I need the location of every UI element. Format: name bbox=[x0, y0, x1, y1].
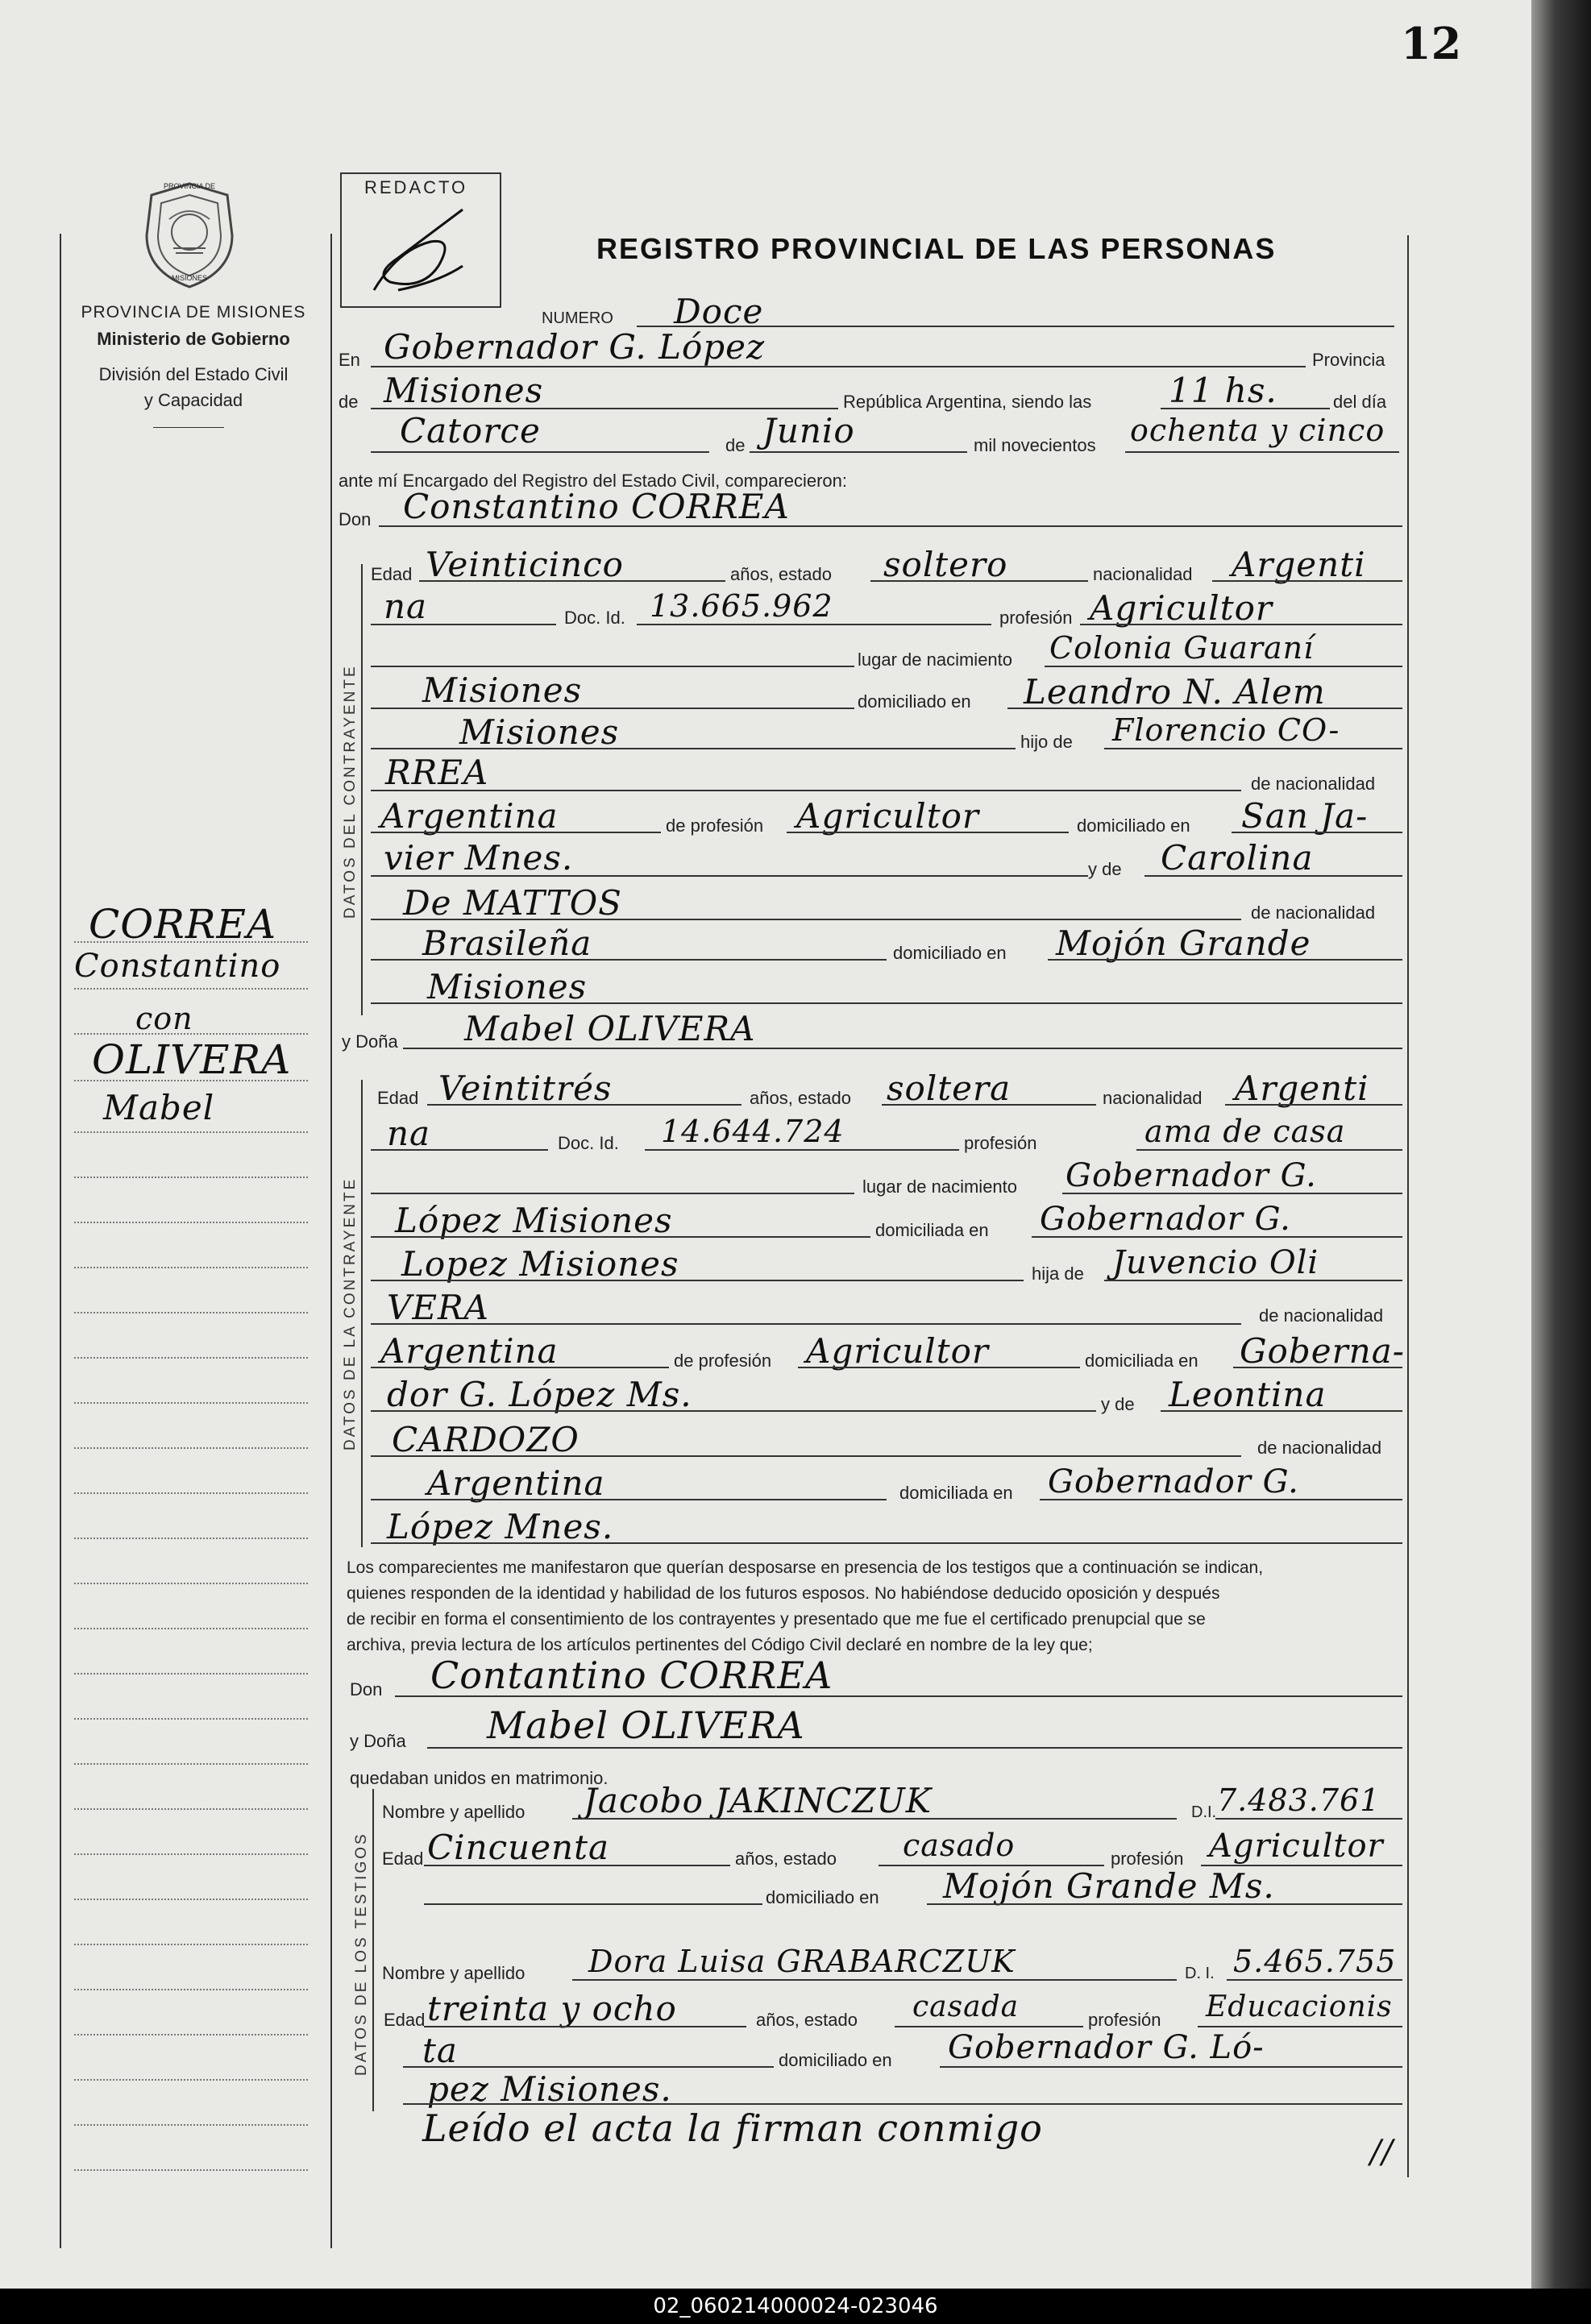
c-padre-prof-line bbox=[787, 832, 1069, 833]
c-padre-dom2-line bbox=[371, 875, 1088, 877]
seal-text-top: PROVINCIA DE bbox=[163, 182, 215, 190]
a-padre2-line bbox=[371, 1323, 1241, 1325]
c-lugar2-value: Misiones bbox=[422, 670, 583, 710]
a-prof-value: ama de casa bbox=[1144, 1114, 1346, 1149]
a-padre-dom2-value: dor G. López Ms. bbox=[387, 1375, 692, 1414]
c-padre-dom-line bbox=[1232, 832, 1402, 833]
a-padre-dom-value: Goberna- bbox=[1240, 1331, 1405, 1371]
t2-edad-label: Edad bbox=[384, 2010, 426, 2030]
t1-prof-value: Agricultor bbox=[1209, 1828, 1384, 1865]
dia-value: Catorce bbox=[400, 411, 541, 450]
a-lugar-blank bbox=[371, 1193, 854, 1194]
c-dom-value: Leandro N. Alem bbox=[1024, 672, 1326, 712]
margin-line bbox=[74, 988, 308, 990]
c-padre2-value: RREA bbox=[385, 753, 489, 792]
margin-line bbox=[74, 1808, 308, 1810]
a-padre-prof-line bbox=[798, 1367, 1080, 1368]
a-padre-dom-line bbox=[1233, 1367, 1402, 1368]
c-madre-nac-label: de nacionalidad bbox=[1251, 903, 1376, 923]
header-rule bbox=[153, 427, 224, 428]
c-lugar-value: Colonia Guaraní bbox=[1049, 630, 1315, 666]
c-padre2-line bbox=[371, 790, 1241, 791]
c-padre-prof-value: Agricultor bbox=[796, 796, 979, 836]
margin-note-name2: Mabel bbox=[103, 1088, 215, 1127]
a-prof-line bbox=[1136, 1149, 1402, 1151]
c-padre-nac-label: de nacionalidad bbox=[1251, 774, 1376, 794]
margin-line bbox=[74, 1177, 308, 1178]
del-dia-label: del día bbox=[1333, 392, 1387, 412]
a-madre-value: Leontina bbox=[1169, 1375, 1327, 1414]
t1-nombre-label: Nombre y apellido bbox=[382, 1802, 525, 1822]
a-dom2-line bbox=[371, 1280, 1024, 1281]
t1-dom-line bbox=[927, 1903, 1402, 1905]
a-padre-nac-line bbox=[371, 1367, 669, 1368]
t2-prof-line bbox=[1198, 2026, 1402, 2027]
a-madre-dom2-value: López Mnes. bbox=[387, 1507, 614, 1546]
t2-dom-value: Gobernador G. Ló- bbox=[948, 2029, 1265, 2066]
redacto-box bbox=[340, 172, 501, 308]
t1-edad-line bbox=[424, 1865, 730, 1866]
c-padre-dom-label: domiciliado en bbox=[1077, 815, 1190, 836]
t2-edad-value: treinta y ocho bbox=[427, 1989, 677, 2028]
margin-line bbox=[74, 2034, 308, 2036]
t2-nombre-value: Dora Luisa GRABARCZUK bbox=[588, 1944, 1016, 1979]
book-binding bbox=[1531, 0, 1591, 2289]
t2-di-label: D. I. bbox=[1185, 1965, 1215, 1982]
a-dom-line bbox=[1032, 1236, 1402, 1238]
c-lugar-label: lugar de nacimiento bbox=[858, 649, 1013, 670]
a-padre-value: Juvencio Oli bbox=[1112, 1244, 1319, 1281]
don-label: Don bbox=[339, 509, 372, 529]
t1-estado-label: años, estado bbox=[735, 1849, 837, 1869]
margin-line bbox=[74, 1357, 308, 1359]
contrayente-rule bbox=[361, 564, 363, 1015]
t2-edad-line bbox=[424, 2026, 746, 2027]
de-line bbox=[371, 408, 838, 409]
a-lugar-value: Gobernador G. bbox=[1066, 1157, 1317, 1194]
a-nac2-value: na bbox=[387, 1114, 431, 1153]
c-edad-label: Edad bbox=[371, 564, 413, 584]
c-dom-line bbox=[1007, 708, 1402, 709]
margin-note-surname: CORREA bbox=[89, 901, 277, 948]
anio-line bbox=[1125, 451, 1399, 453]
c-dom-label: domiciliado en bbox=[858, 691, 971, 712]
a-doc-value: 14.644.724 bbox=[661, 1114, 845, 1149]
left-margin-rule bbox=[60, 234, 61, 2248]
de-value: Misiones bbox=[384, 371, 544, 410]
c-madre2-value: De MATTOS bbox=[403, 883, 622, 923]
province-label: PROVINCIA DE MISIONES bbox=[81, 303, 306, 322]
c-padre-prof-label: de profesión bbox=[666, 815, 764, 836]
seal-text-bottom: MISIONES bbox=[171, 274, 207, 282]
republica-label: República Argentina, siendo las bbox=[843, 392, 1092, 412]
c-estado-label: años, estado bbox=[730, 564, 832, 584]
a-padre-dom-label: domiciliada en bbox=[1085, 1351, 1198, 1371]
a-padre-nac-value: Argentina bbox=[380, 1331, 559, 1371]
t1-estado-value: casado bbox=[903, 1828, 1016, 1863]
c-madre-dom-label: domiciliado en bbox=[893, 943, 1007, 963]
c-madre-dom2-value: Misiones bbox=[427, 967, 588, 1006]
a-y-de-label: y de bbox=[1101, 1394, 1135, 1414]
t2-prof2-value: ta bbox=[422, 2031, 458, 2070]
mes-value: Junio bbox=[762, 411, 855, 450]
margin-line bbox=[74, 1763, 308, 1765]
t2-dom2-line bbox=[403, 2103, 1402, 2105]
margin-line bbox=[74, 1267, 308, 1268]
t1-dom-value: Mojón Grande Ms. bbox=[943, 1866, 1275, 1906]
a-nac-label: nacionalidad bbox=[1103, 1088, 1203, 1108]
t2-dom2-value: pez Misiones. bbox=[427, 2069, 672, 2109]
t1-prof-label: profesión bbox=[1111, 1849, 1184, 1869]
anio-value: ochenta y cinco bbox=[1130, 413, 1385, 448]
c-madre-dom-value: Mojón Grande bbox=[1056, 923, 1311, 963]
testigos-rule bbox=[372, 1789, 374, 2111]
a-dom-value: Gobernador G. bbox=[1040, 1201, 1291, 1238]
margin-line bbox=[74, 1033, 308, 1035]
c-y-de-label: y de bbox=[1088, 859, 1122, 879]
c-madre-value: Carolina bbox=[1161, 838, 1314, 878]
de2-label: de bbox=[725, 435, 746, 455]
c-lugar-blank bbox=[371, 666, 854, 667]
margin-line bbox=[74, 1853, 308, 1855]
numero-label: NUMERO bbox=[542, 309, 613, 327]
t1-dom-blank bbox=[424, 1903, 762, 1905]
t2-estado-line bbox=[895, 2026, 1083, 2027]
c-padre-nac-line bbox=[371, 832, 661, 833]
t2-di-line bbox=[1227, 1979, 1402, 1981]
c-madre-dom-line bbox=[1048, 959, 1402, 961]
margin-line bbox=[74, 2169, 308, 2171]
a-edad-label: Edad bbox=[377, 1088, 419, 1108]
t2-prof2-line bbox=[403, 2066, 774, 2068]
c-nac-line bbox=[1212, 580, 1402, 582]
a-madre-nac-line bbox=[371, 1499, 887, 1500]
document-title: REGISTRO PROVINCIAL DE LAS PERSONAS bbox=[596, 232, 1277, 265]
t1-dom-label: domiciliado en bbox=[766, 1887, 879, 1907]
c-prof-value: Agricultor bbox=[1090, 588, 1273, 628]
dona2-value: Mabel OLIVERA bbox=[487, 1704, 805, 1747]
c-madre-nac-value: Brasileña bbox=[422, 923, 592, 963]
c-padre-value: Florencio CO- bbox=[1112, 712, 1340, 748]
a-madre-dom-line bbox=[1040, 1499, 1402, 1500]
de-label: de bbox=[339, 392, 359, 412]
don2-value: Contantino CORREA bbox=[430, 1654, 833, 1697]
closing-note: Leído el acta la firman conmigo bbox=[422, 2106, 1043, 2150]
dona-line bbox=[403, 1048, 1402, 1049]
t2-nombre-line bbox=[572, 1979, 1177, 1981]
margin-line bbox=[74, 2124, 308, 2126]
margin-line bbox=[74, 1080, 308, 1081]
a-lugar-line bbox=[1062, 1193, 1402, 1194]
a-lugar2-value: López Misiones bbox=[395, 1201, 673, 1240]
don-value: Constantino CORREA bbox=[403, 487, 790, 526]
c-prof-label: profesión bbox=[999, 608, 1073, 628]
margin-line bbox=[74, 1312, 308, 1313]
t2-prof-value: Educacionis bbox=[1206, 1990, 1393, 2023]
margin-line bbox=[74, 1989, 308, 1990]
en-label: En bbox=[339, 350, 360, 370]
t2-estado-value: casada bbox=[912, 1990, 1020, 2023]
c-doc-line bbox=[637, 624, 991, 625]
body-line-1: Los comparecientes me manifestaron que querían desposarse en presencia de los testigos que a continuación se indican, bbox=[347, 1558, 1264, 1577]
margin-line bbox=[74, 1944, 308, 1945]
c-hijo-label: hijo de bbox=[1020, 732, 1073, 752]
contrayente-label: DATOS DEL CONTRAYENTE bbox=[342, 664, 359, 919]
c-estado-value: soltero bbox=[883, 545, 1008, 584]
c-madre2-line bbox=[371, 919, 1241, 920]
margin-note-surname2: OLIVERA bbox=[92, 1036, 292, 1083]
a-lugar-label: lugar de nacimiento bbox=[862, 1177, 1018, 1197]
c-dom2-line bbox=[371, 748, 1016, 749]
mil-label: mil novecientos bbox=[974, 435, 1096, 455]
a-estado-value: soltera bbox=[887, 1069, 1012, 1108]
a-madre-dom-label: domiciliada en bbox=[899, 1483, 1013, 1503]
a-nac-line bbox=[1225, 1104, 1402, 1106]
numero-value: Doce bbox=[674, 292, 764, 331]
hora-line bbox=[1161, 408, 1330, 409]
margin-line bbox=[74, 2079, 308, 2081]
t2-estado-label: años, estado bbox=[756, 2010, 858, 2030]
c-nac2-line bbox=[371, 624, 556, 625]
margin-line bbox=[74, 1673, 308, 1675]
body-line-3: de recibir en forma el consentimiento de los contrayentes y presentado que me fue el certificado prenupcial que se bbox=[347, 1610, 1206, 1629]
c-nac-value: Argenti bbox=[1232, 545, 1366, 584]
c-estado-line bbox=[870, 580, 1088, 582]
t2-di-value: 5.465.755 bbox=[1233, 1944, 1397, 1979]
t2-prof-label: profesión bbox=[1088, 2010, 1161, 2030]
margin-line bbox=[74, 941, 308, 943]
c-nac2-value: na bbox=[384, 587, 428, 626]
margin-line bbox=[74, 1628, 308, 1629]
a-doc-label: Doc. Id. bbox=[558, 1133, 619, 1153]
a-padre-nac-label: de nacionalidad bbox=[1259, 1305, 1384, 1326]
t2-dom-label: domiciliado en bbox=[779, 2050, 892, 2070]
testigos-label: DATOS DE LOS TESTIGOS bbox=[353, 1832, 370, 2076]
a-estado-label: años, estado bbox=[750, 1088, 851, 1108]
a-nac-value: Argenti bbox=[1235, 1069, 1369, 1108]
dona2-label: y Doña bbox=[350, 1731, 406, 1751]
c-nac-label: nacionalidad bbox=[1093, 564, 1193, 584]
dona-value: Mabel OLIVERA bbox=[464, 1009, 756, 1048]
c-madre-line bbox=[1144, 875, 1402, 877]
a-padre2-value: VERA bbox=[387, 1288, 489, 1327]
c-prof-line bbox=[1080, 624, 1402, 625]
margin-line bbox=[74, 1899, 308, 1900]
a-estado-line bbox=[882, 1104, 1096, 1106]
margin-line bbox=[74, 1583, 308, 1584]
t1-nombre-line bbox=[572, 1818, 1177, 1820]
c-lugar2-line bbox=[371, 708, 854, 709]
a-madre-nac-label: de nacionalidad bbox=[1257, 1438, 1382, 1458]
don2-line bbox=[395, 1695, 1402, 1697]
hora-value: 11 hs. bbox=[1169, 371, 1277, 410]
a-padre-line bbox=[1104, 1280, 1402, 1281]
body-line-4: archiva, previa lectura de los artículos pertinentes del Código Civil declaré en nombre de la ley que; bbox=[347, 1636, 1093, 1654]
contrayenta-label: DATOS DE LA CONTRAYENTE bbox=[342, 1177, 359, 1450]
margin-line bbox=[74, 1538, 308, 1539]
quedaban-label: quedaban unidos en matrimonio. bbox=[350, 1768, 609, 1788]
margin-line bbox=[74, 1718, 308, 1720]
a-doc-line bbox=[645, 1149, 959, 1151]
capacity-label: y Capacidad bbox=[143, 390, 243, 410]
t1-edad-label: Edad bbox=[382, 1849, 424, 1869]
t1-nombre-value: Jacobo JAKINCZUK bbox=[584, 1781, 933, 1820]
contrayenta-rule bbox=[361, 1080, 363, 1547]
c-madre-dom2-line bbox=[371, 1002, 1402, 1004]
dia-line bbox=[371, 451, 709, 453]
right-border bbox=[1407, 235, 1409, 2177]
a-hija-label: hija de bbox=[1032, 1264, 1084, 1284]
t1-di-value: 7.483.761 bbox=[1217, 1782, 1381, 1818]
c-lugar-line bbox=[1045, 666, 1402, 667]
c-padre-dom-value: San Ja- bbox=[1241, 796, 1369, 836]
a-madre2-value: CARDOZO bbox=[392, 1420, 579, 1459]
page-number: 12 bbox=[1401, 18, 1462, 69]
margin-line bbox=[74, 1447, 308, 1449]
c-edad-line bbox=[419, 580, 725, 582]
don-line bbox=[379, 525, 1402, 527]
a-madre-nac-value: Argentina bbox=[427, 1463, 605, 1503]
a-padre-dom2-line bbox=[371, 1410, 1096, 1412]
a-padre-prof-value: Agricultor bbox=[806, 1331, 989, 1371]
body-line-2: quienes responden de la identidad y habilidad de los futuros esposos. No habiéndose deducido oposición y después bbox=[347, 1584, 1220, 1603]
dona2-line bbox=[427, 1747, 1402, 1749]
c-doc-value: 13.665.962 bbox=[650, 588, 833, 624]
t1-edad-value: Cincuenta bbox=[427, 1828, 610, 1867]
c-padre-line bbox=[1104, 748, 1402, 749]
ante-label: ante mí Encargado del Registro del Estado Civil, comparecieron: bbox=[339, 471, 847, 491]
a-dom-label: domiciliada en bbox=[875, 1220, 989, 1240]
mes-line bbox=[750, 451, 967, 453]
t1-di-line bbox=[1215, 1818, 1402, 1820]
c-padre-nac-value: Argentina bbox=[380, 796, 559, 836]
column-divider bbox=[330, 234, 332, 2248]
dona-label: y Doña bbox=[342, 1031, 398, 1052]
provincia-label: Provincia bbox=[1312, 350, 1385, 370]
a-madre-line bbox=[1161, 1410, 1402, 1412]
a-lugar2-line bbox=[371, 1236, 870, 1238]
c-padre-dom2-value: vier Mnes. bbox=[384, 838, 574, 878]
a-madre2-line bbox=[371, 1455, 1241, 1457]
closing-mark-icon: // bbox=[1370, 2134, 1394, 2171]
t2-dom-line bbox=[940, 2066, 1402, 2068]
c-madre-nac-line bbox=[371, 959, 887, 961]
a-nac2-line bbox=[371, 1149, 548, 1151]
redacto-label: REDACTO bbox=[364, 177, 468, 197]
t2-nombre-label: Nombre y apellido bbox=[382, 1963, 525, 1983]
margin-line bbox=[74, 1492, 308, 1494]
a-edad-value: Veintitrés bbox=[438, 1069, 613, 1108]
division-label: División del Estado Civil bbox=[98, 364, 289, 384]
margin-line bbox=[74, 1131, 308, 1133]
c-edad-value: Veinticinco bbox=[426, 545, 624, 584]
margin-line bbox=[74, 1402, 308, 1404]
footer-id: 02_060214000024-023046 bbox=[0, 2289, 1591, 2324]
a-madre-dom-value: Gobernador G. bbox=[1048, 1463, 1299, 1500]
c-dom2-value: Misiones bbox=[459, 712, 620, 752]
a-madre-dom2-line bbox=[371, 1542, 1402, 1544]
en-line bbox=[371, 366, 1306, 367]
margin-note-name: Constantino bbox=[74, 948, 281, 985]
margin-line bbox=[74, 1222, 308, 1223]
t1-di-label: D.I. bbox=[1191, 1803, 1217, 1821]
a-prof-label: profesión bbox=[964, 1133, 1037, 1153]
don2-label: Don bbox=[350, 1679, 383, 1699]
margin-note-con: con bbox=[135, 1001, 193, 1036]
a-edad-line bbox=[427, 1104, 741, 1106]
ministry-label: Ministerio de Gobierno bbox=[97, 329, 290, 349]
redacto-signature-icon bbox=[342, 201, 500, 306]
a-dom2-value: Lopez Misiones bbox=[401, 1244, 679, 1284]
a-padre-prof-label: de profesión bbox=[674, 1351, 772, 1371]
en-value: Gobernador G. López bbox=[384, 327, 766, 367]
c-doc-label: Doc. Id. bbox=[564, 608, 625, 628]
